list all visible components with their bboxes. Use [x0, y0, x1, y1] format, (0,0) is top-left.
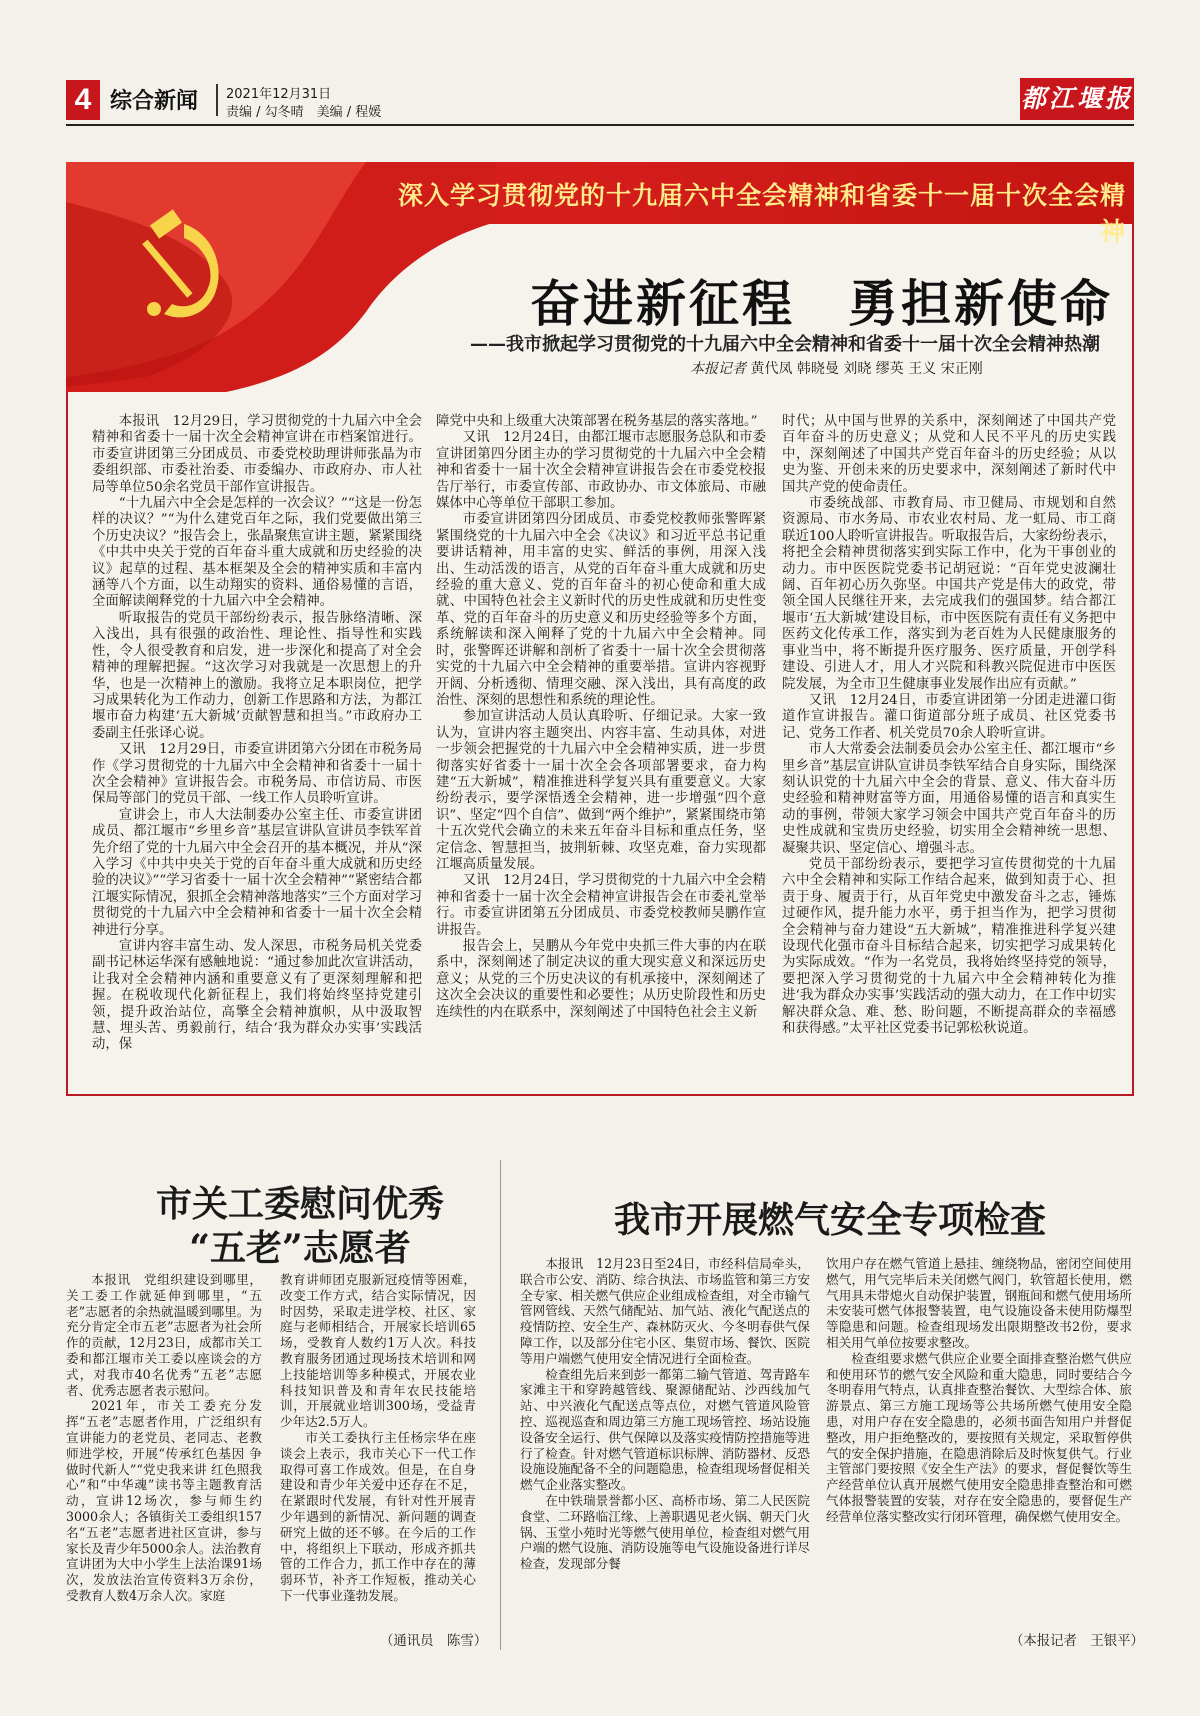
paragraph: 又讯 12月29日，市委宣讲团第六分团在市税务局作《学习贯彻党的十九届六中全会精神和省委十一届十次全会精神》宣讲报告会。市税务局、市信访局、市医保局等部门的党员干部、一线工作人员聆听宣讲。	[92, 742, 422, 807]
paragraph: 党员干部纷纷表示，要把学习宣传贯彻党的十九届六中全会精神和实际工作结合起来，做到知责于心、担责于身、履责于行，从百年党史中激发奋斗之志，锤炼过硬作风，提升能力水平，勇于担当作为，把学习贯彻全会精神与奋力建设“五大新城”，精准推进科学复兴建设现代化强市奋斗目标结合起来，切实把学习成果转化为实际成效。“作为一名党员，我将始终坚持党的领导，要把深入学习贯彻党的十九届六中全会精神转化为推进‘我为群众办实事’实践活动的强大动力，在工作中切实解决群众急、难、愁、盼问题，不断提高群众的幸福感和获得感。”太平社区党委书记郭松秋说道。	[782, 856, 1116, 1037]
page-number: 4	[66, 80, 100, 120]
paragraph: 又讯 12月24日，由都江堰市志愿服务总队和市委宣讲团第四分团主办的学习贯彻党的十九届六中全会精神和省委十一届十次全会精神宣讲报告会在市委党校报告厅举行，市委宣传部、市政协办、市文体旅局、市融媒体中心等单位干部职工参加。	[436, 430, 766, 512]
article-left-credit: （通讯员 陈雪）	[380, 1634, 488, 1649]
article-left-title	[120, 1182, 480, 1270]
paragraph: 市委统战部、市教育局、市卫健局、市规划和自然资源局、市水务局、市农业农村局、龙一虹局、市工商联近100人聆听宣讲报告。听取报告后，大家纷纷表示，将把全会精神贯彻落实到实际工作中，化为干事创业的动力。市中医医院党委书记胡冠说：“百年党史波澜壮阔、百年初心历久弥坚。中国共产党是伟大的政党，带领全国人民继往开来，去完成我们的强国梦。结合都江堰市‘五大新城’建设目标，市中医医院有责任有义务把中医药文化传承工作，落实到为老百姓为人民健康服务的事业当中，将不断提升医疗服务、医疗质量，开创学科建设、引进人才，用人才兴院和科教兴院促进市中医医院发展，为全市卫生健康事业发展作出应有贡献。”	[782, 496, 1116, 692]
issue-date: 2021年12月31日	[226, 87, 332, 102]
paragraph: 在中铁瑞景誉都小区、高桥市场、第二人民医院食堂、二环路临江缘、上善职遇见老火锅、朝天门火锅、玉堂小苑时光等燃气使用单位，检查组对燃气用户端的燃气设施、消防设施等电气设施设备进行详尽检查，发现部分餐	[520, 1492, 810, 1572]
paragraph: 市委宣讲团第四分团成员、市委党校教师张警晖紧紧围绕党的十九届六中全会《决议》和习近平总书记重要讲话精神，用丰富的史实、鲜活的事例，用深入浅出、生动活泼的语言，从党的百年奋斗重大成就和历史经验的重大意义、党的百年奋斗的初心使命和重大成就、中国特色社会主义新时代的历史性成就和历史性变革、党的百年奋斗的历史意义和历史经验等多个方面，系统解读和深入阐释了党的十九届六中全会精神。同时，张警晖还讲解和剖析了省委十一届十次全会贯彻落实党的十九届六中全会精神的重要举措。宣讲内容视野开阔、分析透彻、情理交融、深入浅出，具有高度的政治性、深刻的思想性和系统的理论性。	[436, 512, 766, 708]
column-divider	[500, 1160, 501, 1650]
paragraph: 本报讯 党组织建设到哪里，关工委工作就延伸到哪里，“五老”志愿者的余热就温暖到哪里。为充分肯定全市五老”志愿者为社会所作的贡献，12月23日，成都市关工委和都江堰市关工委以座谈会的方式，对我市40名优秀“五老”志愿者、优秀志愿者表示慰问。	[66, 1272, 262, 1398]
paragraph: “十九届六中全会是怎样的一次会议？”“这是一份怎样的决议？”“为什么建党百年之际，我们党要做出第三个历史决议？”报告会上，张晶聚焦宣讲主题，紧紧围绕《中共中央关于党的百年奋斗重大成就和历史经验的决议》起草的过程、基本框架及全会的精神实质和丰富内涵等八个方面，以生动翔实的资料、通俗易懂的言语，全面解读阐释党的十九届六中全会精神。	[92, 496, 422, 610]
paragraph: 障党中央和上级重大决策部署在税务基层的落实落地。”	[436, 414, 758, 429]
paragraph: 又讯 12月24日，市委宣讲团第一分团走进灌口街道作宣讲报告。灌口街道部分班子成员、社区党委书记、党务工作者、机关党员70余人聆听宣讲。	[782, 692, 1116, 741]
section-title: 综合新闻	[110, 89, 199, 114]
paragraph: 2021年，市关工委充分发挥“五老”志愿者作用，广泛组织有宣讲能力的老党员、老同志、老教师进学校，开展“传承红色基因 争做时代新人”“党史我来讲 红色照我心”和“中华魂”读书等主题教育活动，宣讲12场次，参与师生约3000余人；各镇街关工委组织157名“五老”志愿者进社区宣讲，参与家长及青少年5000余人。法治教育宣讲团为大中小学生上法治课91场次，发放法治宣传资料3万余份，受教育人数4万余人次。家庭	[66, 1398, 262, 1603]
paragraph: 检查组先后来到彭一都第二输气管道、驾青路车家滩主干和穿跨越管线、聚源储配站、沙西线加气站、中兴液化气配送点等点位，对燃气管道风险管控、巡视巡查和周边第三方施工现场管控、场站设施设备安全运行、供气保障以及落实疫情防控措施等进行了检查。针对燃气管道标识标牌、消防器材、反恐设施设施配备不全的问题隐患，检查组现场督促相关燃气企业落实整改。	[520, 1366, 810, 1493]
paragraph: 教育讲师团克服新冠疫情等困难，改变工作方式，结合实际情况，因时因势，采取走进学校、社区、家庭与老师相结合，开展家长培训65场，受教育人数约1万人次。科技教育服务团通过现场技术培训和网上技能培训等多种模式，开展农业科技知识普及和青年农民技能培训，开展就业培训300场，受益青少年达2.5万人。	[280, 1272, 476, 1430]
article-right-title: 我市开展燃气安全专项检查	[613, 1199, 1046, 1241]
feature-column-2	[436, 414, 766, 1074]
feature-column-3	[782, 414, 1116, 1074]
paragraph: 本报讯 12月29日，学习贯彻党的十九届六中全会精神和省委十一届十次全会精神宣讲在市档案馆进行。市委宣讲团第三分团成员、市委党校助理讲师张晶为市委组织部、市委社治委、市委编办、市政府办、市人社局等单位50余名党员干部作宣讲报告。	[92, 414, 422, 495]
article-left-column-2	[280, 1272, 476, 1632]
feature-column-1	[92, 414, 422, 1074]
paragraph: 检查组要求燃气供应企业要全面排查整治燃气供应和使用环节的燃气安全风险和重大隐患，同时要结合今冬明春用气特点，认真排查整治餐饮、大型综合体、旅游景点、第三方施工现场等公共场所燃气使用安全隐患，对用户存在安全隐患的，必须书面告知用户并督促整改，用户拒绝整改的，要按照有关规定，采取暂停供气的安全保护措施，在隐患消除后及时恢复供气。行业主管部门要按照《安全生产法》的要求，督促餐饮等生产经营单位认真开展燃气使用安全隐患排查整治和可燃气体报警装置的安装，对存在安全隐患的，要督促生产经营单位落实整改实行闭环管理，确保燃气使用安全。	[826, 1350, 1132, 1524]
article-left-column-1	[66, 1272, 262, 1648]
subheadline: ——我市掀起学习贯彻党的十九届六中全会精神和省委十一届十次全会精神热潮	[470, 334, 1100, 355]
paragraph: 饮用户存在燃气管道上悬挂、缠绕物品，密闭空间使用燃气，用气完毕后未关闭燃气阀门，软管超长使用，燃气用具未带熄火自动保护装置，钢瓶间和燃气使用场所未安装可燃气体报警装置，电气设施设备未使用防爆型等隐患和问题。检查组现场发出限期整改书2份，要求相关用气单位按要求整改。	[826, 1256, 1132, 1350]
paragraph: 宣讲内容丰富生动、发人深思，市税务局机关党委副书记林运华深有感触地说：“通过参加此次宣讲活动，让我对全会精神内涵和重要意义有了更深刻理解和把握。在税收现代化新征程上，我们将始终坚持党建引领，提升政治站位，高擎全会精神旗帜，从中汲取智慧、埋头苦、勇毅前行，结合‘我为群众办实事’实践活动，保	[92, 939, 422, 1053]
byline-names: 黄代凤 韩晓曼 刘晓 缪英 王义 宋正刚	[750, 361, 983, 377]
paragraph: 报告会上，吴鹏从今年党中央抓三件大事的内在联系中，深刻阐述了制定决议的重大现实意义和深远历史意义；从党的三个历史决议的有机承接中，深刻阐述了这次全会决议的重要性和必要性；从历史阶段性和历史连续性的内在联系中，深刻阐述了中国特色社会主义新	[436, 939, 766, 1020]
banner-title: 深入学习贯彻党的十九届六中全会精神和省委十一届十次全会精神	[397, 181, 1126, 246]
paragraph: 时代；从中国与世界的关系中，深刻阐述了中国共产党百年奋斗的历史意义；从党和人民不平凡的历史实践中，深刻阐述了中国共产党百年奋斗的历史经验；从以史为鉴、开创未来的历史要求中，深刻阐述了新时代中国共产党的使命责任。	[782, 414, 1116, 495]
paragraph: 参加宣讲活动人员认真聆听、仔细记录。大家一致认为，宣讲内容主题突出、内容丰富、生动具体，对进一步领会把握党的十九届六中全会精神实质，进一步贯彻落实好省委十一届十次全会各项部署要求，奋力构建“五大新城”，精准推进科学复兴具有重要意义。大家纷纷表示，要学深悟透全会精神，进一步增强“四个意识”、坚定“四个自信”、做到“两个维护”，紧紧围绕市第十五次党代会确立的未来五年奋斗目标和重点任务，坚定信念、智慧担当，披荆斩棘、攻坚克难，奋力实现都江堰高质量发展。	[436, 709, 766, 872]
paragraph: 又讯 12月24日，学习贯彻党的十九届六中全会精神和省委十一届十次全会精神宣讲报告会在市委礼堂举行。市委宣讲团第五分团成员、市委党校教师吴鹏作宣讲报告。	[436, 873, 766, 938]
paragraph: 宣讲会上，市人大法制委办公室主任、市委宣讲团成员、都江堰市“乡里乡音”基层宣讲队宣讲员李铁军首先介绍了党的十九届六中全会召开的基本概况，并从“深入学习《中共中央关于党的百年奋斗重大成就和历史经验的决议》”“学习省委十一届十次全会精神”“紧密结合都江堰实际情况，狠抓全会精神落地落实”三个方面对学习贯彻党的十九届六中全会精神和省委十一届十次全会精神进行分享。	[92, 807, 422, 938]
paragraph: 本报讯 12月23日至24日，市经科信局牵头，联合市公安、消防、综合执法、市场监管和第三方安全专家、相关燃气供应企业组成检查组，对全市输气管网管线、天然气储配站、加气站、液化气配送点的疫情防控、安全生产、森林防灭火、今冬明春供气保障工作，以及部分住宅小区、集贸市场、餐饮、医院等用户端燃气使用安全情况进行全面检查。	[520, 1256, 810, 1366]
editors: 责编 / 勾冬晴 美编 / 程媛	[226, 105, 382, 120]
header-divider	[216, 84, 218, 116]
byline-label: 本报记者	[690, 361, 746, 377]
header-rule	[66, 124, 1134, 126]
paragraph: 市人大常委会法制委员会办公室主任、都江堰市“乡里乡音”基层宣讲队宣讲员李铁军结合自身实际，围绕深刻认识党的十九届六中全会的背景、意义、伟大奋斗历史经验和精神财富等方面，用通俗易懂的语言和真实生动的事例，带领大家学习领会中国共产党百年奋斗的历史性成就和宝贵历史经验，切实用全会精神统一思想、凝聚共识、坚定信心、增强斗志。	[782, 742, 1116, 856]
masthead-logo: 都江堰报	[1020, 78, 1134, 120]
article-right-column-2	[826, 1256, 1132, 1626]
title-line: “五老”志愿者	[189, 1227, 411, 1269]
headline: 奋进新征程 勇担新使命	[530, 274, 1113, 333]
article-right-credit: （本报记者 王银平）	[1010, 1634, 1144, 1649]
article-right-column-1	[520, 1256, 810, 1636]
title-line: 市关工委慰问优秀	[155, 1183, 444, 1225]
paragraph: 市关工委执行主任杨宗华在座谈会上表示，我市关心下一代工作取得可喜工作成效。但是，在自身建设和青少年关爱中还存在不足，在紧跟时代发展，有针对性开展青少年遇到的新情况、新问题的调查研究上做的还不够。在今后的工作中，将组织上下联动，形成齐抓共管的工作合力，抓工作中存在的薄弱环节，补齐工作短板，推动关心下一代事业蓬勃发展。	[280, 1429, 476, 1603]
byline	[690, 358, 983, 378]
paragraph: 听取报告的党员干部纷纷表示，报告脉络清晰、深入浅出，具有很强的政治性、理论性、指导性和实践性，令人很受教育和启发，进一步深化和提高了对全会精神的理解把握。“这次学习对我就是一次思想上的升华，也是一次精神上的激励。我将立足本职岗位，把学习成果转化为工作动力，创新工作思路和方法，为都江堰市奋力构建‘五大新城’贡献智慧和担当。”市政府办工委副主任张译心说。	[92, 610, 422, 741]
